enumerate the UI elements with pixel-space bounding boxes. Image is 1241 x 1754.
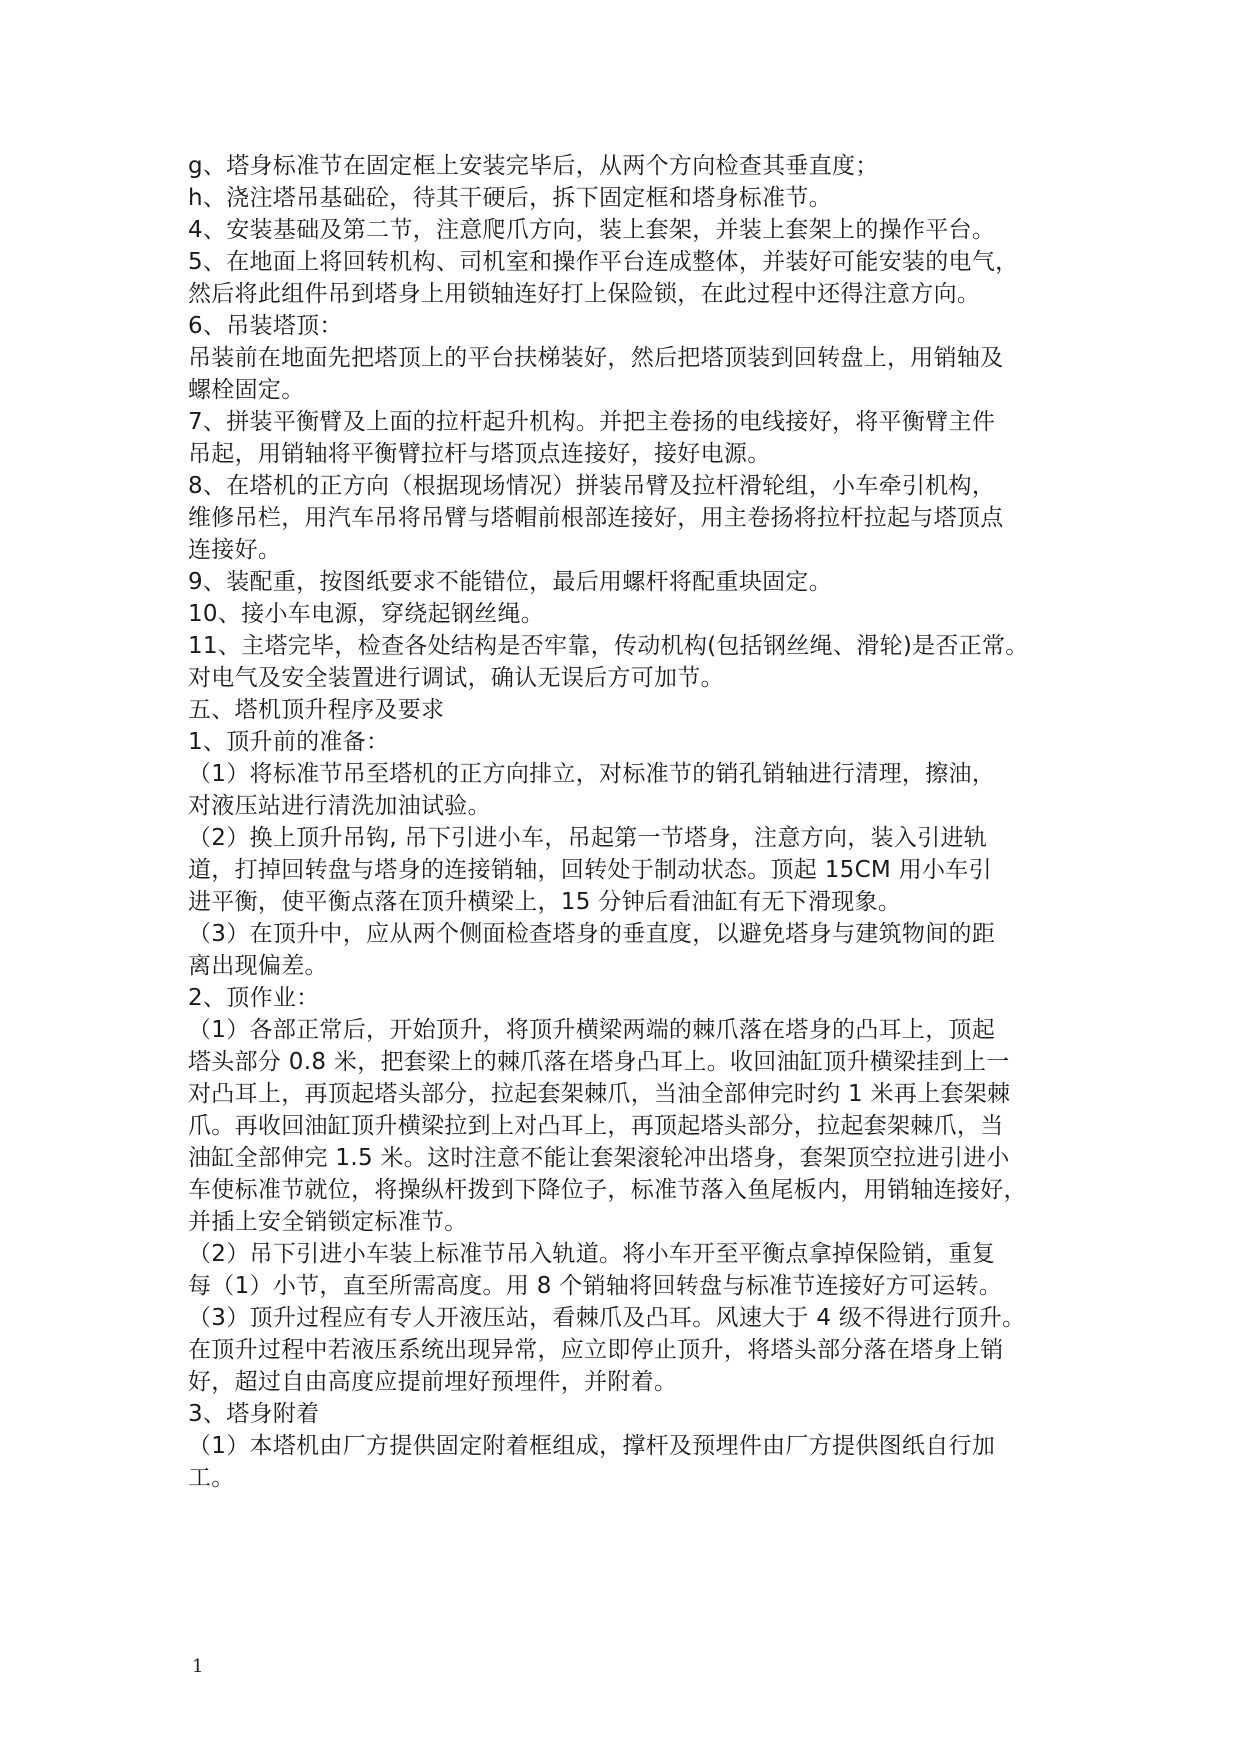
text-line: 吊装前在地面先把塔顶上的平台扶梯装好，然后把塔顶装到回转盘上，用销轴及 [188,345,1004,371]
text-line: 离出现偏差。 [188,953,328,979]
text-line: 然后将此组件吊到塔身上用锁轴连好打上保险锁，在此过程中还得注意方向。 [188,281,981,307]
text-line: 对电气及安全装置进行调试，确认无误后方可加节。 [188,665,724,691]
text-line: 1、顶升前的准备： [188,729,390,755]
text-line: （2）吊下引进小车装上标准节吊入轨道。将小车开至平衡点拿掉保险销，重复 [188,1241,996,1267]
text-line: 11、主塔完毕，检查各处结构是否牢靠，传动机构(包括钢丝绳、滑轮)是否正常。 [188,633,1029,659]
text-line: 4、安装基础及第二节，注意爬爪方向，装上套架，并装上套架上的操作平台。 [188,217,996,243]
text-line: 爪。再收回油缸顶升横梁拉到上对凸耳上，再顶起塔头部分，拉起套架棘爪，当 [188,1113,1004,1139]
text-line: （1）本塔机由厂方提供固定附着框组成，撑杆及预埋件由厂方提供图纸自行加 [188,1433,996,1459]
text-line: 7、拼装平衡臂及上面的拉杆起升机构。并把主卷扬的电线接好，将平衡臂主件 [188,409,996,435]
text-line: 螺栓固定。 [188,377,305,403]
text-line: 6、吊装塔顶： [188,313,343,339]
text-line: 每（1）小节，直至所需高度。用 8 个销轴将回转盘与标准节连接好方可运转。 [188,1273,1002,1299]
text-line: 9、装配重，按图纸要求不能错位，最后用螺杆将配重块固定。 [188,569,833,595]
text-line: 10、接小车电源，穿绕起钢丝绳。 [188,601,545,627]
text-line: 在顶升过程中若液压系统出现异常，应立即停止顶升，将塔头部分落在塔身上销 [188,1337,1004,1363]
text-line: 5、在地面上将回转机构、司机室和操作平台连成整体，并装好可能安装的电气， [188,249,1019,275]
text-line: 好，超过自由高度应提前埋好预埋件，并附着。 [188,1369,678,1395]
text-line: 吊起，用销轴将平衡臂拉杆与塔顶点连接好，接好电源。 [188,441,771,467]
text-line: 道，打掉回转盘与塔身的连接销轴，回转处于制动状态。顶起 15CM 用小车引 [188,857,992,883]
text-line: （1）将标准节吊至塔机的正方向排立，对标准节的销孔销轴进行清理，擦油， [188,761,996,787]
text-line: （3）顶升过程应有专人开液压站，看棘爪及凸耳。风速大于 4 级不得进行顶升。 [188,1305,1026,1331]
text-line: （3）在顶升中，应从两个侧面检查塔身的垂直度，以避免塔身与建筑物间的距 [188,921,996,947]
text-line: 3、塔身附着 [188,1401,320,1427]
text-line: 五、塔机顶升程序及要求 [188,697,445,723]
text-line: 工。 [188,1465,235,1491]
text-line: h、浇注塔吊基础砼，待其干硬后，拆下固定框和塔身标准节。 [188,185,832,211]
text-line: 连接好。 [188,537,282,563]
text-line: 油缸全部伸完 1.5 米。这时注意不能让套架滚轮冲出塔身，套架顶空拉进引进小 [188,1145,1010,1171]
text-line: 进平衡，使平衡点落在顶升横梁上，15 分钟后看油缸有无下滑现象。 [188,889,902,915]
text-line: 维修吊栏，用汽车吊将吊臂与塔帽前根部连接好，用主卷扬将拉杆拉起与塔顶点 [188,505,1004,531]
text-line: 并插上安全销锁定标准节。 [188,1209,468,1235]
text-line: 车使标准节就位，将操纵杆拨到下降位子，标准节落入鱼尾板内，用销轴连接好， [188,1177,1027,1203]
text-line: 塔头部分 0.8 米，把套梁上的棘爪落在塔身凸耳上。收回油缸顶升横梁挂到上一 [188,1049,1010,1075]
text-line: 2、顶作业： [188,985,320,1011]
text-line: 对凸耳上，再顶起塔头部分，拉起套架棘爪，当油全部伸完时约 1 米再上套架棘 [188,1081,1011,1107]
document-body [188,150,1058,1494]
text-line: （1）各部正常后，开始顶升，将顶升横梁两端的棘爪落在塔身的凸耳上，顶起 [188,1017,996,1043]
page-number: 1 [192,1656,204,1677]
text-line: g、塔身标准节在固定框上安装完毕后，从两个方向检查其垂直度； [188,153,879,179]
text-line: 8、在塔机的正方向（根据现场情况）拼装吊臂及拉杆滑轮组，小车牵引机构， [188,473,996,499]
text-line: （2）换上顶升吊钩, 吊下引进小车，吊起第一节塔身，注意方向，装入引进轨 [188,825,988,851]
text-line: 对液压站进行清洗加油试验。 [188,793,491,819]
